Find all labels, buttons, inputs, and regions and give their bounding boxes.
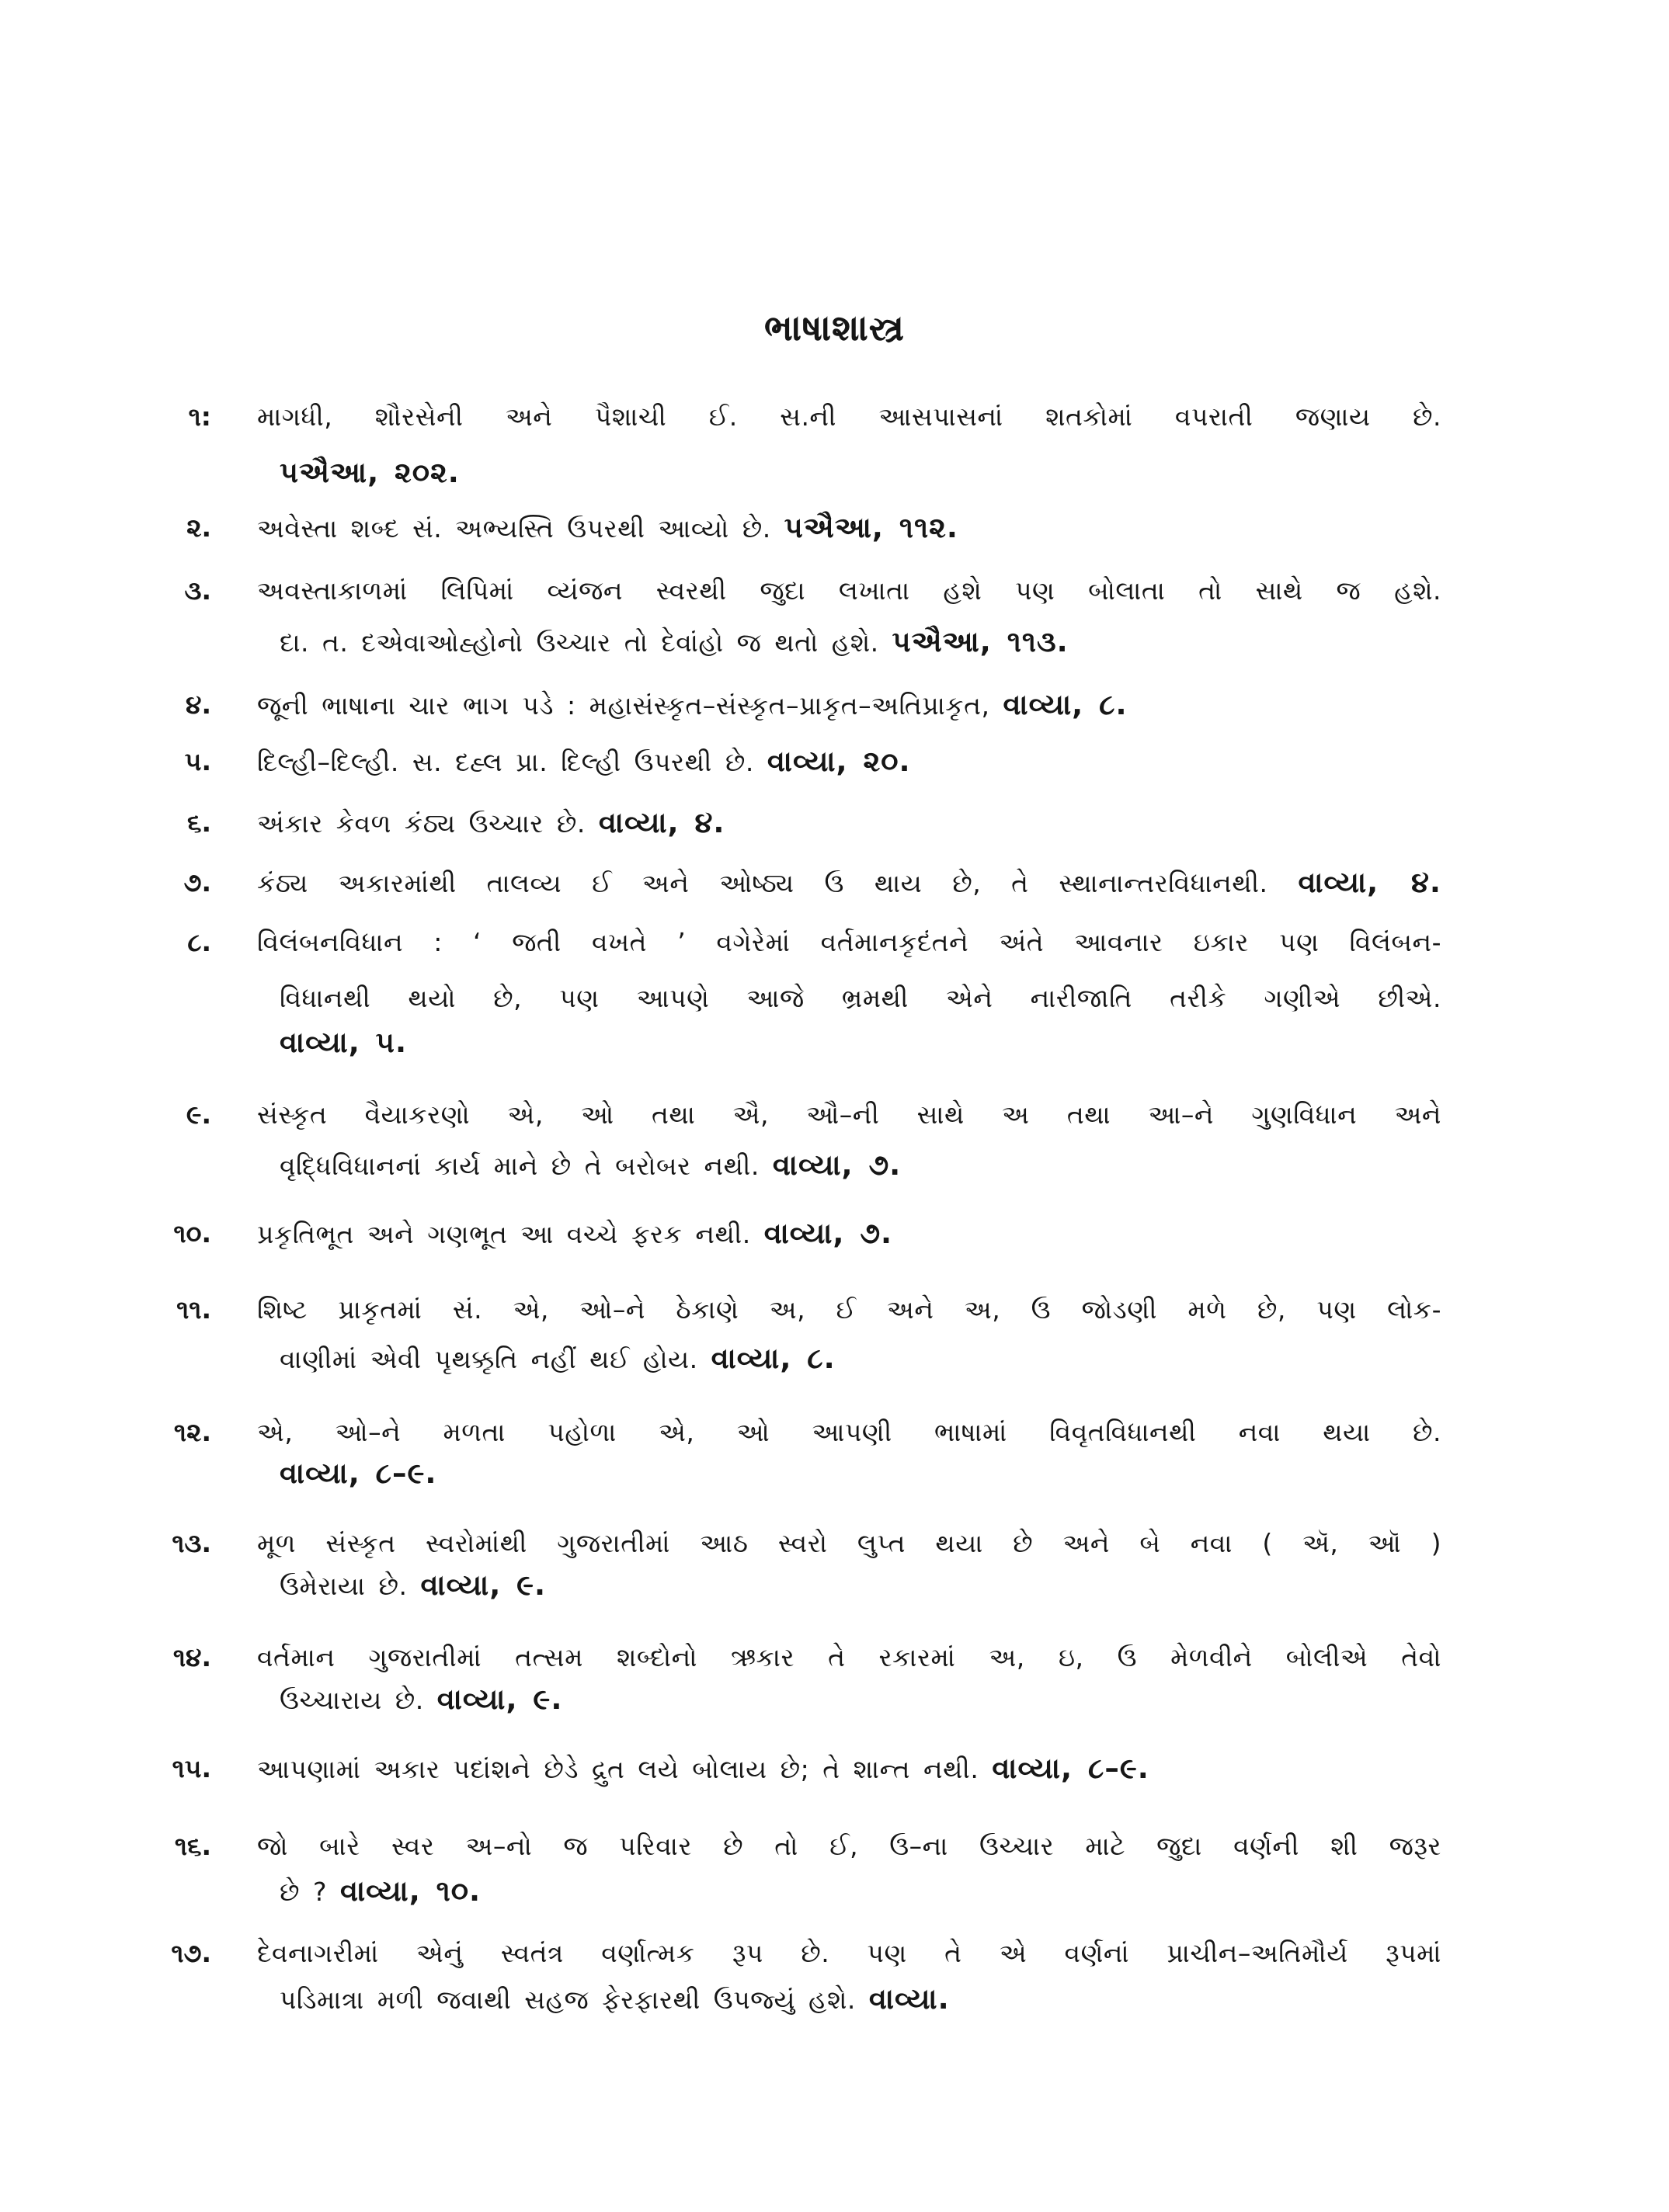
entry-number: ૧૭. xyxy=(171,1938,211,1968)
entry-reference: વાવ્યા, ૫. xyxy=(280,1026,407,1059)
entry-line xyxy=(280,1342,836,1376)
entry-line xyxy=(257,511,958,545)
entry-text: એ, ઓ–ને મળતા પહોળા એ, ઓ આપણી ભાષામાં વિવૃતવિધાનથી નવા થયા છે. xyxy=(257,1417,1441,1447)
entry-text: પડિમાત્રા મળી જવાથી સહજ ફેરફારથી ઉપજ્યું હશે. xyxy=(280,1985,856,2015)
entry-line xyxy=(280,1982,950,2016)
entry-line xyxy=(257,1752,1149,1786)
entry-reference: વાવ્યા, ૮–૯. xyxy=(280,1457,437,1490)
entry-text: મૂળ સંસ્કૃત સ્વરોમાંથી ગુજરાતીમાં આઠ સ્વરો લુપ્ત થયા છે અને બે નવા ( ઍ, ઑ ) xyxy=(257,1528,1441,1558)
entry-reference: વાવ્યા, ૯. xyxy=(436,1682,563,1716)
entry-number: ૧૩. xyxy=(172,1528,211,1558)
entry-text: વાણીમાં એવી પૃથક્કૃતિ નહીં થઈ હોય. xyxy=(280,1344,698,1374)
entry-line xyxy=(257,745,911,779)
entry-line xyxy=(280,1148,901,1182)
entry-line xyxy=(257,1641,1441,1675)
entry-line xyxy=(280,1682,562,1717)
entry-text: અવેસ્તા શબ્દ સં. અભ્યસ્તિ ઉપરથી આવ્યો છે. xyxy=(257,513,771,543)
entry-line xyxy=(257,1098,1441,1132)
entry-line xyxy=(257,1526,1441,1561)
entry-text: દેવનાગરીમાં એનું સ્વતંત્ર વર્ણાત્મક રૂપ છે. પણ તે એ વર્ણનાં પ્રાચીન–અતિમૌર્ય રૂપમાં xyxy=(257,1938,1441,1968)
entry-reference: વાવ્યા, ૮. xyxy=(711,1342,836,1375)
entry-text: ઉચ્ચારાય છે. xyxy=(280,1685,424,1715)
entry-line xyxy=(257,1293,1441,1327)
entry-text: શિષ્ટ પ્રાકૃતમાં સં. એ, ઓ–ને ઠેકાણે અ, ઈ અને અ, ઉ જોડણી મળે છે, પણ લોક- xyxy=(257,1294,1441,1325)
entry-text: પ્રકૃતિભૂત અને ગણભૂત આ વચ્ચે ફરક નથી. xyxy=(257,1219,751,1249)
entry-line xyxy=(280,1874,481,1908)
entry-text: દિલ્હી–દિલ્હી. સ. દહ્લ પ્રા. દિલ્હી ઉપરથી છે. xyxy=(257,747,754,777)
entry-text: દા. ત. દએવાઓહ્હોનો ઉચ્ચાર તો દેવાંહો જ થતો હશે. xyxy=(280,627,879,658)
entry-number: ૬. xyxy=(186,807,211,838)
entry-reference: વાવ્યા, ૧૦. xyxy=(340,1874,482,1908)
entry-line xyxy=(257,574,1441,608)
entry-number: ૭. xyxy=(183,867,211,898)
entry-number: ૧૦. xyxy=(173,1218,211,1248)
entry-reference: વાવ્યા, ૭. xyxy=(772,1148,902,1182)
entry-text: સંસ્કૃત વૈયાકરણો એ, ઓ તથા ઐ, ઔ–ની સાથે અ તથા આ–ને ગુણવિધાન અને xyxy=(257,1099,1441,1130)
entry-text: કંઠ્ય અકારમાંથી તાલવ્ય ઈ અને ઓષ્ઠ્ય ઉ થાય છે, તે સ્થાનાન્તરવિધાનથી. xyxy=(257,868,1268,898)
entry-line xyxy=(257,925,1441,960)
entry-number: ૧૨. xyxy=(173,1417,211,1447)
entry-reference: વાવ્યા, ૮. xyxy=(1003,688,1128,721)
entry-reference: વાવ્યા, ૨૦. xyxy=(767,745,911,778)
entry-number: ૪. xyxy=(186,689,211,720)
entry-line xyxy=(257,866,1441,900)
entry-reference: વાવ્યા, ૪. xyxy=(598,806,725,839)
entry-text: વિધાનથી થયો છે, પણ આપણે આજે ભ્રમથી એને નારીજાતિ તરીકે ગણીએ છીએ. xyxy=(280,983,1441,1013)
entry-number: ૫. xyxy=(184,746,211,776)
entry-reference: પઐઆ, ૧૧૩. xyxy=(892,625,1069,658)
entry-line xyxy=(280,1568,546,1603)
entry-number: ૧: xyxy=(188,401,211,432)
page-title: ભાષાશાસ્ત્ર xyxy=(763,307,906,349)
entry-line xyxy=(257,1217,892,1251)
entry-line xyxy=(280,981,1441,1016)
entry-text: અવસ્તાકાળમાં લિપિમાં વ્યંજન સ્વરથી જુદા લખાતા હશે પણ બોલાતા તો સાથે જ હશે. xyxy=(257,575,1441,606)
entry-number: ૧૪. xyxy=(172,1642,211,1672)
entry-line xyxy=(257,806,725,840)
entry-text: આપણામાં અકાર પદાંશને છેડે દ્રુત લયે બોલાય છે; તે શાન્ત નથી. xyxy=(257,1754,979,1784)
entry-number: ૩. xyxy=(184,575,211,606)
entry-text: અંકાર કેવળ કંઠ્ય ઉચ્ચાર છે. xyxy=(257,808,586,839)
entry-line xyxy=(280,1026,407,1060)
entry-reference: પઐઆ, ૧૧૨. xyxy=(784,511,958,544)
entry-line xyxy=(257,1936,1441,1971)
entry-text: જૂની ભાષાના ચાર ભાગ પડે : મહાસંસ્કૃત–સંસ્કૃત–પ્રાકૃત–અતિપ્રાકૃત, xyxy=(257,690,990,721)
entry-text: વિલંબનવિધાન : ‘ જતી વખતે ’ વગેરેમાં વર્તમાનકૃદંતને અંતે આવનાર ઇકાર પણ વિલંબન- xyxy=(257,927,1441,957)
entry-text: જો બારે સ્વર અ–નો જ પરિવાર છે તો ઈ, ઉ–ના ઉચ્ચાર માટે જુદા વર્ણની શી જરૂર xyxy=(257,1831,1441,1861)
entry-line xyxy=(257,1829,1441,1863)
entry-number: ૯. xyxy=(186,1099,211,1130)
entry-line xyxy=(280,625,1069,659)
entry-number: ૮. xyxy=(187,927,211,957)
entry-reference: વાવ્યા, ૪. xyxy=(1298,866,1441,899)
entry-line xyxy=(257,400,1441,434)
entry-number: ૧૧. xyxy=(176,1294,211,1325)
entry-line xyxy=(280,456,460,490)
entry-number: ૨. xyxy=(186,512,211,543)
entry-number: ૧૫. xyxy=(172,1753,211,1783)
entry-reference: વાવ્યા, ૮–૯. xyxy=(992,1752,1149,1785)
entry-reference: વાવ્યા, ૯. xyxy=(420,1568,547,1602)
entry-reference: વાવ્યા. xyxy=(868,1982,950,2016)
entry-text: વૃદ્ધિવિધાનનાં કાર્ય માને છે તે બરોબર નથી. xyxy=(280,1151,760,1181)
entry-number: ૧૬. xyxy=(174,1831,211,1861)
entry-text: છે ? xyxy=(280,1877,328,1907)
entry-text: વર્તમાન ગુજરાતીમાં તત્સમ શબ્દોનો ઋકાર તે રકારમાં અ, ઇ, ઉ મેળવીને બોલીએ તેવો xyxy=(257,1642,1441,1672)
entry-reference: પઐઆ, ૨૦૨. xyxy=(280,456,460,489)
entry-text: માગધી, શૌરસેની અને પૈશાચી ઈ. સ.ની આસપાસનાં શતકોમાં વપરાતી જણાય છે. xyxy=(257,401,1441,432)
entry-reference: વાવ્યા, ૭. xyxy=(763,1217,893,1250)
entry-line xyxy=(257,688,1128,722)
entry-line xyxy=(257,1415,1441,1450)
entry-text: ઉમેરાયા છે. xyxy=(280,1571,408,1601)
entry-line xyxy=(280,1457,436,1491)
